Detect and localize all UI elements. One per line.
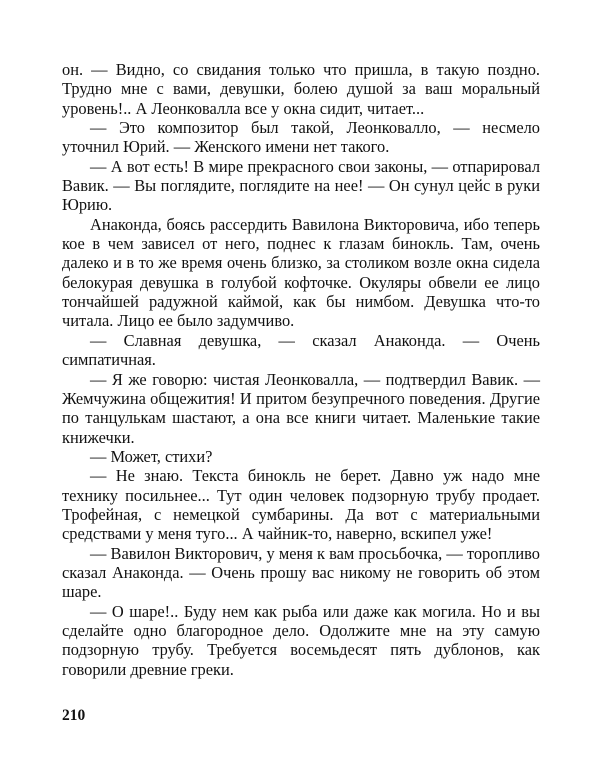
paragraph-5: — Славная девушка, — сказал Анаконда. — Очень симпатичная. bbox=[62, 330, 540, 370]
paragraph-10: — О шаре!.. Буду нем как рыба или даже как могила. Но и вы сделайте одно благородное дело. Одолжите мне на эту самую подзорную трубу. Требуется восемьдесят пять дублонов, как говорили древние греки. bbox=[62, 601, 540, 679]
paragraph-7: — Может, стихи? bbox=[90, 446, 213, 466]
paragraph-4: Анаконда, боясь рассердить Вавилона Викторовича, ибо теперь кое в чем зависел от него, поднес к глазам бинокль. Там, очень далеко и в то же время очень близко, за столиком возле окна сидела белокурая девушка в голубой кофточке. Окуляры обвели ее лицо тончайшей радужной каймой, как бы нимбом. Девушка что-то читала. Лицо ее было задумчиво. bbox=[62, 214, 540, 331]
paragraph-2: — Это композитор был такой, Леонковалло, — несмело уточнил Юрий. — Женского имени нет такого. bbox=[62, 118, 540, 157]
paragraph-8: — Не знаю. Текста бинокль не берет. Давно уж надо мне технику посильнее... Тут один человек подзорную трубу продает. Трофейная, с немецкой сумбарины. Да вот с материальными средствами у меня туго... А чайник-то, наверно, вскипел уже! bbox=[62, 466, 540, 544]
page-text bbox=[62, 60, 540, 679]
paragraph-6: — Я же говорю: чистая Леонковалла, — подтвердил Вавик. — Жемчужина общежития! И притом безупречного поведения. Другие по танцулькам шастают, а она все книги читает. Маленькие такие книжечки. bbox=[62, 369, 540, 447]
paragraph-1: он. — Видно, со свидания только что пришла, в такую поздно. Трудно мне с вами, девушки, болею душой за ваш моральный уровень!.. А Леонковалла все у окна сидит, читает... bbox=[62, 60, 540, 118]
page-number: 210 bbox=[62, 707, 86, 724]
paragraph-9: — Вавилон Викторович, у меня к вам просьбочка, — торопливо сказал Анаконда. — Очень прошу вас никому не говорить об этом шаре. bbox=[62, 543, 540, 602]
paragraph-3: — А вот есть! В мире прекрасного свои законы, — отпарировал Вавик. — Вы поглядите, поглядите на нее! — Он сунул цейс в руки Юрию. bbox=[62, 156, 540, 215]
